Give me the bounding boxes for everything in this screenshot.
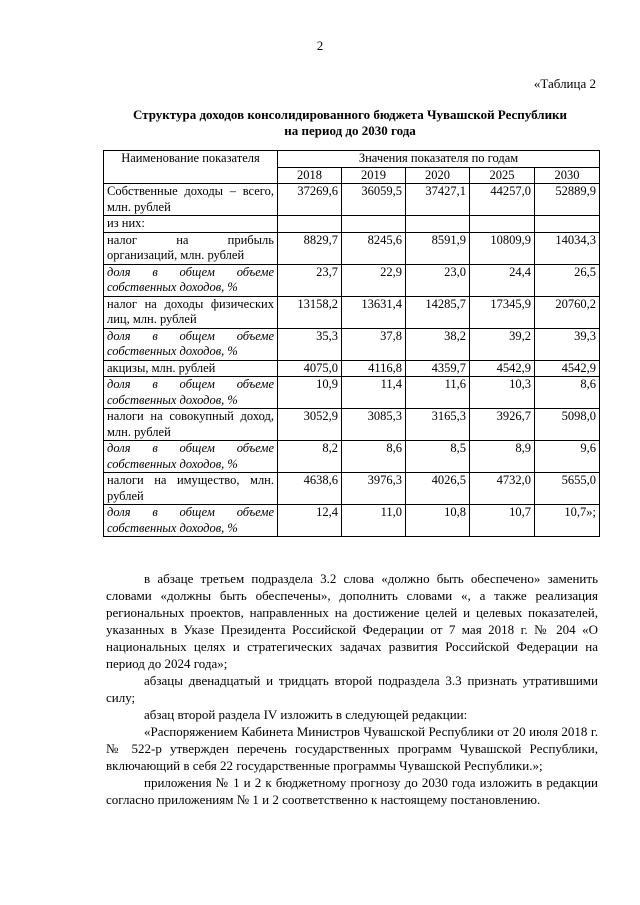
value-cell: 37427,1 (406, 184, 470, 216)
indicator-name: доля в общем объеме собственных доходов, % (104, 505, 278, 537)
indicator-name: доля в общем объеме собственных доходов, % (104, 328, 278, 360)
value-cell: 14285,7 (406, 296, 470, 328)
value-cell: 39,3 (535, 328, 600, 360)
value-cell: 23,7 (278, 264, 342, 296)
value-cell: 9,6 (535, 441, 600, 473)
indicator-name: доля в общем объеме собственных доходов, % (104, 264, 278, 296)
revenue-structure-table (103, 150, 600, 537)
indicator-name: акцизы, млн. рублей (104, 360, 278, 377)
value-cell (342, 216, 406, 233)
header-year: 2020 (406, 167, 470, 184)
paragraph: абзацы двенадцатый и тридцать второй подраздела 3.3 признать утратившими силу; (106, 673, 598, 705)
value-cell: 3085,3 (342, 409, 406, 441)
table-title (100, 107, 600, 139)
value-cell: 52889,9 (535, 184, 600, 216)
value-cell: 11,6 (406, 377, 470, 409)
header-year: 2030 (535, 167, 600, 184)
table-row (104, 473, 600, 505)
table-title-line-1: Структура доходов консолидированного бюджета Чувашской Республики (132, 107, 568, 122)
value-cell: 8591,9 (406, 232, 470, 264)
value-cell: 8,5 (406, 441, 470, 473)
value-cell: 17345,9 (470, 296, 535, 328)
header-year: 2018 (278, 167, 342, 184)
table-row (104, 296, 600, 328)
indicator-name: из них: (104, 216, 278, 233)
header-year: 2025 (470, 167, 535, 184)
indicator-name: налог на прибыль организаций, млн. рублей (104, 232, 278, 264)
indicator-name: налог на доходы физических лиц, млн. рублей (104, 296, 278, 328)
value-cell: 8,9 (470, 441, 535, 473)
value-cell: 13158,2 (278, 296, 342, 328)
table-row (104, 441, 600, 473)
indicator-name: налоги на совокупный доход, млн. рублей (104, 409, 278, 441)
value-cell: 5098,0 (535, 409, 600, 441)
value-cell: 4026,5 (406, 473, 470, 505)
value-cell: 20760,2 (535, 296, 600, 328)
value-cell: 11,0 (342, 505, 406, 537)
value-cell: 10,8 (406, 505, 470, 537)
paragraph: в абзаце третьем подраздела 3.2 слова «должно быть обеспечено» заменить словами «должны быть обеспечены», дополнить словами «, а также реализация региональных проектов, направленных на достижение целей и целевых показателей, указанных в Указе Президента Российской Федерации от 7 мая 2018 г. № 204 «О национальных целях и стратегических задачах развития Российской Федерации на период до 2024 года»; (106, 571, 598, 671)
header-year: 2019 (342, 167, 406, 184)
value-cell: 8,6 (342, 441, 406, 473)
value-cell: 39,2 (470, 328, 535, 360)
table-row (104, 264, 600, 296)
value-cell: 4075,0 (278, 360, 342, 377)
indicator-name: доля в общем объеме собственных доходов, % (104, 377, 278, 409)
value-cell: 14034,3 (535, 232, 600, 264)
value-cell: 8245,6 (342, 232, 406, 264)
table-row (104, 377, 600, 409)
paragraph: приложения № 1 и 2 к бюджетному прогнозу до 2030 года изложить в редакции согласно приложениям № 1 и 2 соответственно к настоящему постановлению. (106, 775, 598, 807)
table-row (104, 216, 600, 233)
value-cell: 8,6 (535, 377, 600, 409)
page-number: 2 (316, 38, 324, 53)
value-cell: 38,2 (406, 328, 470, 360)
value-cell: 10,3 (470, 377, 535, 409)
value-cell: 11,4 (342, 377, 406, 409)
value-cell (535, 216, 600, 233)
value-cell: 4359,7 (406, 360, 470, 377)
value-cell: 10,7»; (535, 505, 600, 537)
value-cell: 4542,9 (535, 360, 600, 377)
value-cell: 22,9 (342, 264, 406, 296)
table-row (104, 505, 600, 537)
value-cell: 4116,8 (342, 360, 406, 377)
table-row (104, 184, 600, 216)
value-cell: 36059,5 (342, 184, 406, 216)
value-cell: 8829,7 (278, 232, 342, 264)
paragraph: «Распоряжением Кабинета Министров Чувашской Республики от 20 июля 2018 г. № 522-р утвержден перечень государственных программ Чувашской Республики, включающий в себя 22 государственные программы Чувашской Республики.»; (106, 724, 598, 773)
value-cell: 4542,9 (470, 360, 535, 377)
value-cell: 3052,9 (278, 409, 342, 441)
value-cell: 3976,3 (342, 473, 406, 505)
table-label: «Таблица 2 (533, 76, 596, 91)
value-cell: 23,0 (406, 264, 470, 296)
table-row (104, 328, 600, 360)
indicator-name: налоги на имущество, млн. рублей (104, 473, 278, 505)
table-row (104, 409, 600, 441)
value-cell: 3165,3 (406, 409, 470, 441)
value-cell: 10,7 (470, 505, 535, 537)
value-cell: 4638,6 (278, 473, 342, 505)
header-row (104, 151, 600, 168)
value-cell (278, 216, 342, 233)
indicator-name: Собственные доходы – всего, млн. рублей (104, 184, 278, 216)
value-cell: 26,5 (535, 264, 600, 296)
value-cell: 10,9 (278, 377, 342, 409)
value-cell: 5655,0 (535, 473, 600, 505)
value-cell: 24,4 (470, 264, 535, 296)
value-cell (406, 216, 470, 233)
header-values-by-year: Значения показателя по годам (278, 151, 600, 168)
indicator-name: доля в общем объеме собственных доходов, % (104, 441, 278, 473)
header-indicator-name: Наименование показателя (104, 151, 278, 184)
value-cell (470, 216, 535, 233)
value-cell: 35,3 (278, 328, 342, 360)
value-cell: 37269,6 (278, 184, 342, 216)
value-cell: 3926,7 (470, 409, 535, 441)
value-cell: 13631,4 (342, 296, 406, 328)
table-title-line-2: на период до 2030 года (284, 123, 416, 138)
value-cell: 12,4 (278, 505, 342, 537)
value-cell: 8,2 (278, 441, 342, 473)
body-text (106, 570, 598, 808)
value-cell: 4732,0 (470, 473, 535, 505)
table-row (104, 232, 600, 264)
value-cell: 37,8 (342, 328, 406, 360)
value-cell: 44257,0 (470, 184, 535, 216)
value-cell: 10809,9 (470, 232, 535, 264)
paragraph: абзац второй раздела IV изложить в следующей редакции: (144, 707, 468, 722)
table-body (104, 184, 600, 537)
table-row (104, 360, 600, 377)
